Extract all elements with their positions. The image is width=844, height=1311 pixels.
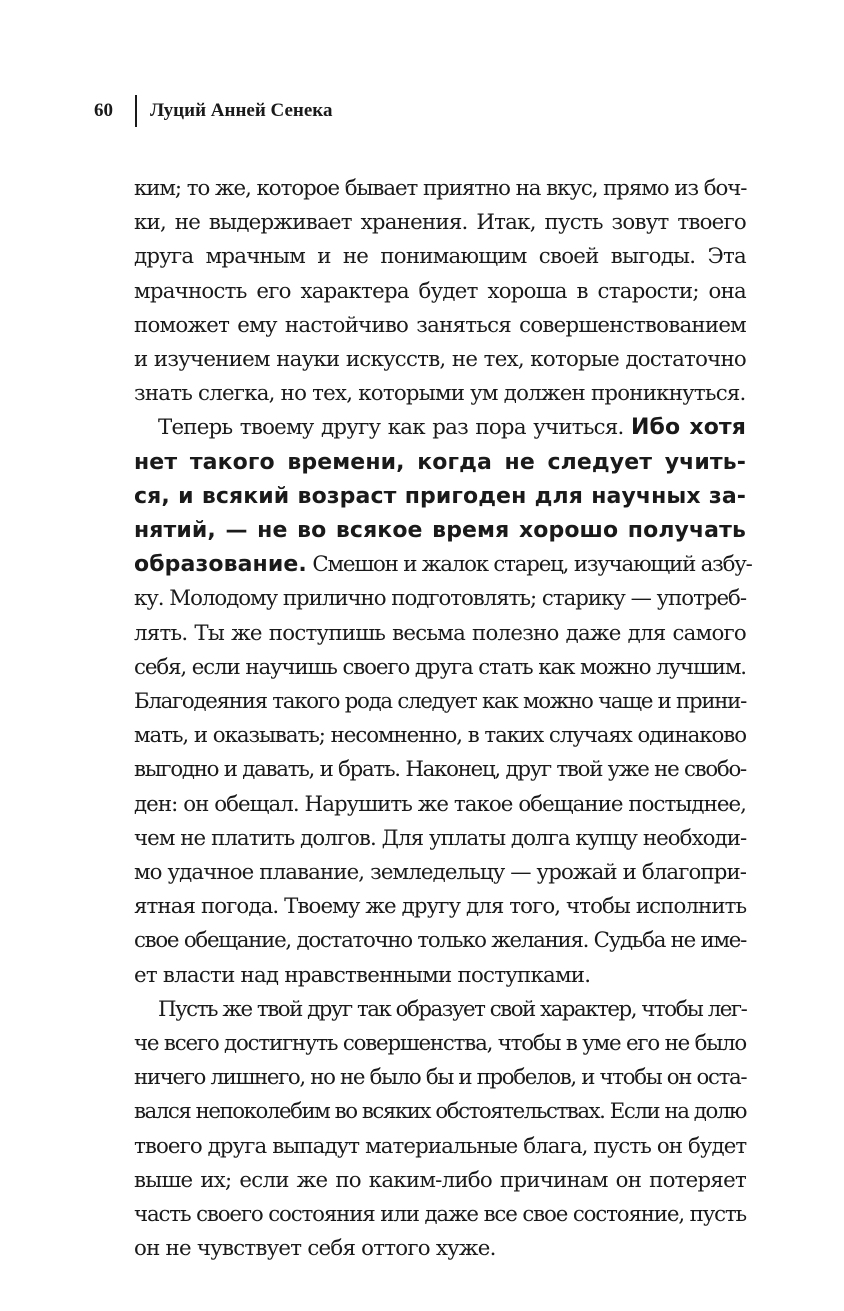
running-title: Луций Анней Сенека (150, 100, 333, 121)
text-line: че всего достигнуть совершенства, чтобы в уме его не было (134, 1031, 746, 1057)
text-line: лять. Ты же поступишь весьма полезно даже для самого (134, 620, 746, 646)
text-line: друга мрачным и не понимающим своей выгоды. Эта (134, 244, 746, 270)
text-line: ку. Молодому прилично подготовлять; старику — употреб- (134, 586, 746, 612)
text-line: он не чувствует себя оттого хуже. (134, 1236, 496, 1262)
text-line: мо удачное плавание, земледельцу — урожай и благопри- (134, 860, 747, 886)
text-line: мать, и оказывать; несомненно, в таких случаях одинаково (134, 723, 746, 749)
emphasized-text-line: ся, и всякий возраст пригоден для научных за- (134, 483, 746, 509)
text-line: знать слегка, но тех, которыми ум должен проникнуться. (134, 381, 746, 407)
regular-text: Теперь твоему другу как раз пора учиться. (158, 415, 624, 441)
text-line: ятная погода. Твоему же другу для того, чтобы исполнить (134, 894, 747, 920)
emphasized-text: образование. (134, 552, 307, 578)
emphasized-text: Ибо хотя (631, 415, 746, 441)
text-line: ки, не выдерживает хранения. Итак, пусть зовут твоего (134, 210, 746, 236)
text-line: Пусть же твой друг так образует свой характер, чтобы лег- (158, 996, 747, 1022)
text-line: выше их; если же по каким-либо причинам он потеряет (134, 1167, 746, 1193)
text-line: ким; то же, которое бывает приятно на вкус, прямо из боч- (134, 176, 747, 201)
text-line: чем не платить долгов. Для уплаты долга купцу необходи- (134, 825, 747, 851)
text-line: мрачность его характера будет хороша в старости; она (134, 278, 746, 304)
running-header (94, 94, 332, 128)
text-line: выгодно и давать, и брать. Наконец, друг твой уже не свобо- (134, 757, 746, 783)
text-line: поможет ему настойчиво заняться совершенствованием (134, 312, 746, 338)
text-line: ет власти над нравственными поступками. (134, 962, 591, 988)
text-line: Благодеяния такого рода следует как можно чаще и прини- (134, 689, 746, 715)
body-text (134, 172, 752, 1267)
regular-text: Смешон и жалок старец, изучающий азбу- (312, 552, 752, 578)
text-line (134, 411, 746, 445)
emphasized-text-line: нятий, — не во всякое время хорошо получать (134, 518, 746, 544)
text-line (134, 548, 752, 582)
emphasized-text-line: нет такого времени, когда не следует учить- (134, 449, 746, 475)
text-line: ничего лишнего, но не было бы и пробелов, и чтобы он оста- (134, 1065, 747, 1091)
text-line: ден: он обещал. Нарушить же такое обещание постыднее, (134, 791, 746, 817)
text-line: свое обещание, достаточно только желания. Судьба не име- (134, 928, 746, 954)
header-divider (135, 95, 137, 127)
text-line: часть своего состояния или даже все свое состояние, пусть (134, 1202, 746, 1228)
text-line: вался непоколебим во всяких обстоятельствах. Если на долю (134, 1099, 746, 1125)
text-line: себя, если научишь своего друга стать как можно лучшим. (134, 654, 746, 680)
text-line: и изучением науки искусств, не тех, которые достаточно (134, 347, 746, 373)
page-number: 60 (94, 100, 113, 121)
text-line: твоего друга выпадут материальные блага, пусть он будет (134, 1133, 747, 1159)
